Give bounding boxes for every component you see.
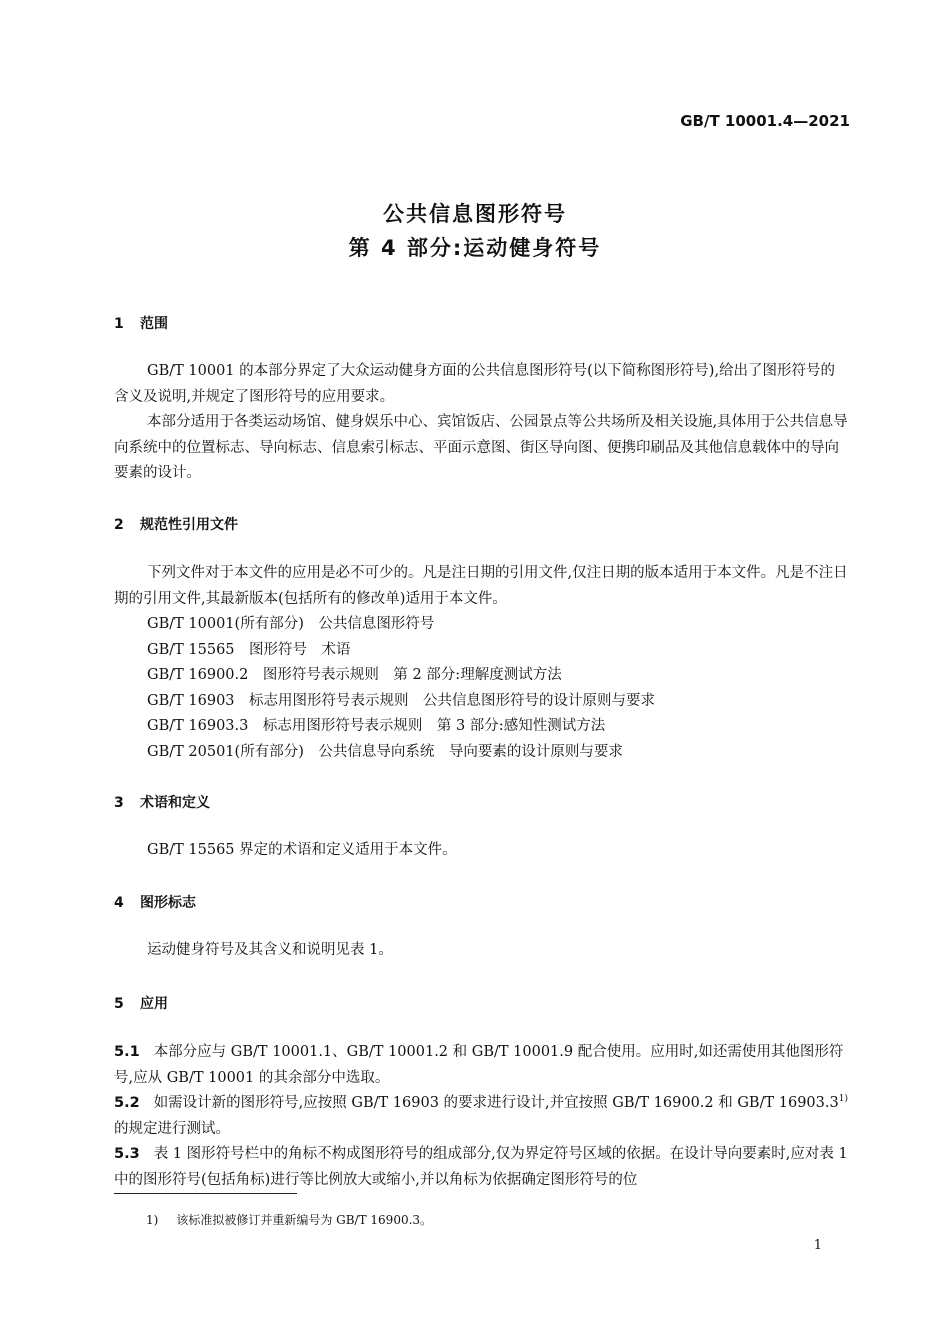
section-number: 2	[114, 517, 124, 533]
reference-item: GB/T 16903.3 标志用图形符号表示规则 第 3 部分:感知性测试方法	[147, 718, 606, 734]
section-number: 3	[114, 795, 124, 811]
footnote	[146, 1211, 432, 1228]
reference-item: GB/T 15565 图形符号 术语	[147, 641, 351, 658]
section-title: 范围	[140, 316, 168, 332]
section-5-body	[114, 1040, 849, 1193]
paragraph: 下列文件对于本文件的应用是必不可少的。凡是注日期的引用文件,仅注日期的版本适用于本文件。凡是不注日期的引用文件,其最新版本(包括所有的修改单)适用于本文件。	[114, 565, 848, 607]
clause-number: 5.1	[114, 1044, 140, 1060]
clause-5-2	[114, 1091, 849, 1142]
footnote-reference: 1)	[838, 1094, 848, 1105]
section-5-heading	[114, 993, 168, 1013]
section-number: 4	[114, 895, 124, 911]
footnote-mark: 1)	[146, 1213, 159, 1227]
section-title: 应用	[140, 996, 168, 1012]
section-title: 规范性引用文件	[140, 517, 238, 533]
clause-5-1	[114, 1040, 849, 1091]
section-4-heading	[114, 892, 196, 912]
footnote-divider	[114, 1193, 297, 1194]
section-1-body	[114, 359, 849, 487]
paragraph: 运动健身符号及其含义和说明见表 1。	[147, 942, 393, 958]
section-number: 5	[114, 996, 124, 1012]
section-1-heading	[114, 313, 168, 333]
page-number: 1	[813, 1238, 822, 1253]
document-subtitle: 第 4 部分:运动健身符号	[348, 236, 602, 260]
section-title: 术语和定义	[140, 795, 210, 811]
section-3-body	[114, 838, 849, 864]
reference-item: GB/T 16900.2 图形符号表示规则 第 2 部分:理解度测试方法	[147, 667, 562, 683]
section-2-heading	[114, 514, 238, 534]
reference-item: GB/T 10001(所有部分) 公共信息图形符号	[147, 616, 435, 632]
section-number: 1	[114, 316, 124, 332]
clause-number: 5.3	[114, 1146, 140, 1162]
reference-item: GB/T 16903 标志用图形符号表示规则 公共信息图形符号的设计原则与要求	[147, 692, 656, 709]
clause-number: 5.2	[114, 1095, 140, 1111]
reference-item: GB/T 20501(所有部分) 公共信息导向系统 导向要素的设计原则与要求	[147, 743, 623, 760]
clause-text: 如需设计新的图形符号,应按照 GB/T 16903 的要求进行设计,并宜按照 GB/T 16900.2 和 GB/T 16903.3	[153, 1095, 839, 1111]
section-2-body	[114, 561, 849, 765]
footnote-text: 该标准拟被修订并重新编号为 GB/T 16900.3。	[176, 1213, 433, 1227]
clause-text: 表 1 图形符号栏中的角标不构成图形符号的组成部分,仅为界定符号区域的依据。在设计导向要素时,应对表 1 中的图形符号(包括角标)进行等比例放大或缩小,并以角标为依据确定图形符号的位	[114, 1146, 848, 1188]
section-4-body	[114, 938, 849, 964]
clause-text: 本部分应与 GB/T 10001.1、GB/T 10001.2 和 GB/T 10001.9 配合使用。应用时,如还需使用其他图形符号,应从 GB/T 10001 的其余部分中选取。	[114, 1044, 844, 1086]
paragraph: 本部分适用于各类运动场馆、健身娱乐中心、宾馆饭店、公园景点等公共场所及相关设施,具体用于公共信息导向系统中的位置标志、导向标志、信息索引标志、平面示意图、街区导向图、便携印刷品及其他信息载体中的导向要素的设计。	[114, 414, 848, 481]
section-title: 图形标志	[140, 895, 196, 911]
clause-text: 的规定进行测试。	[114, 1120, 230, 1137]
section-3-heading	[114, 792, 210, 812]
paragraph: GB/T 10001 的本部分界定了大众运动健身方面的公共信息图形符号(以下简称图形符号),给出了图形符号的含义及说明,并规定了图形符号的应用要求。	[114, 363, 836, 405]
paragraph: GB/T 15565 界定的术语和定义适用于本文件。	[147, 842, 457, 858]
document-title: 公共信息图形符号	[383, 202, 567, 226]
clause-5-3	[114, 1142, 849, 1193]
standard-number: GB/T 10001.4—2021	[680, 112, 850, 130]
